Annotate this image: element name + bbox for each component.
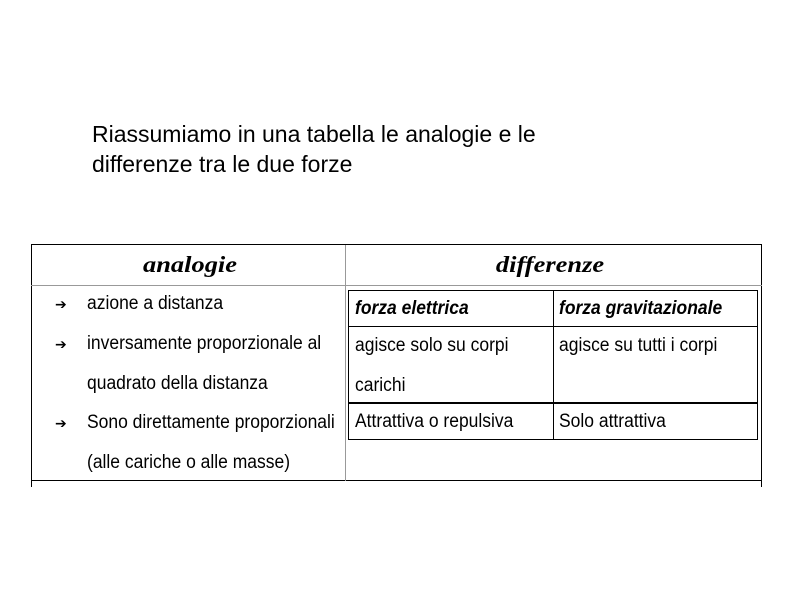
differenze-column-divider	[553, 290, 554, 440]
arrow-icon: ➔	[55, 416, 67, 432]
analogia-item-1: azione a distanza	[87, 293, 224, 314]
analogia-item-2-line-2: quadrato della distanza	[87, 373, 268, 394]
slide-title-line-2: differenze tra le due forze	[92, 151, 353, 177]
cell-elettrica-row-1-line-2: carichi	[355, 375, 406, 396]
cell-elettrica-row-1-line-1: agisce solo su corpi	[355, 335, 509, 356]
differenze-header-divider	[348, 326, 758, 327]
column-divider	[345, 245, 346, 481]
analogia-item-3-line-2: (alle cariche o alle masse)	[87, 452, 291, 473]
header-divider	[31, 285, 762, 286]
analogia-item-2-line-1: inversamente proporzionale al	[87, 333, 322, 354]
header-differenze: differenze	[495, 252, 605, 277]
arrow-icon: ➔	[55, 297, 67, 313]
col-header-forza-gravitazionale: forza gravitazionale	[559, 298, 723, 319]
cell-elettrica-row-2: Attrattiva o repulsiva	[355, 411, 514, 432]
arrow-icon: ➔	[55, 337, 67, 353]
differenze-row-divider	[348, 402, 758, 404]
cell-gravitazionale-row-2: Solo attrattiva	[559, 411, 666, 432]
slide-title	[92, 119, 692, 179]
slide-title-line-1: Riassumiamo in una tabella le analogie e le	[92, 121, 536, 147]
col-header-forza-elettrica: forza elettrica	[355, 298, 469, 319]
analogia-item-3-line-1: Sono direttamente proporzionali	[87, 412, 335, 433]
table-corner-tick-right	[761, 481, 762, 487]
header-analogie: analogie	[142, 252, 238, 277]
cell-gravitazionale-row-1: agisce su tutti i corpi	[559, 335, 718, 356]
table-corner-tick-left	[31, 481, 32, 487]
